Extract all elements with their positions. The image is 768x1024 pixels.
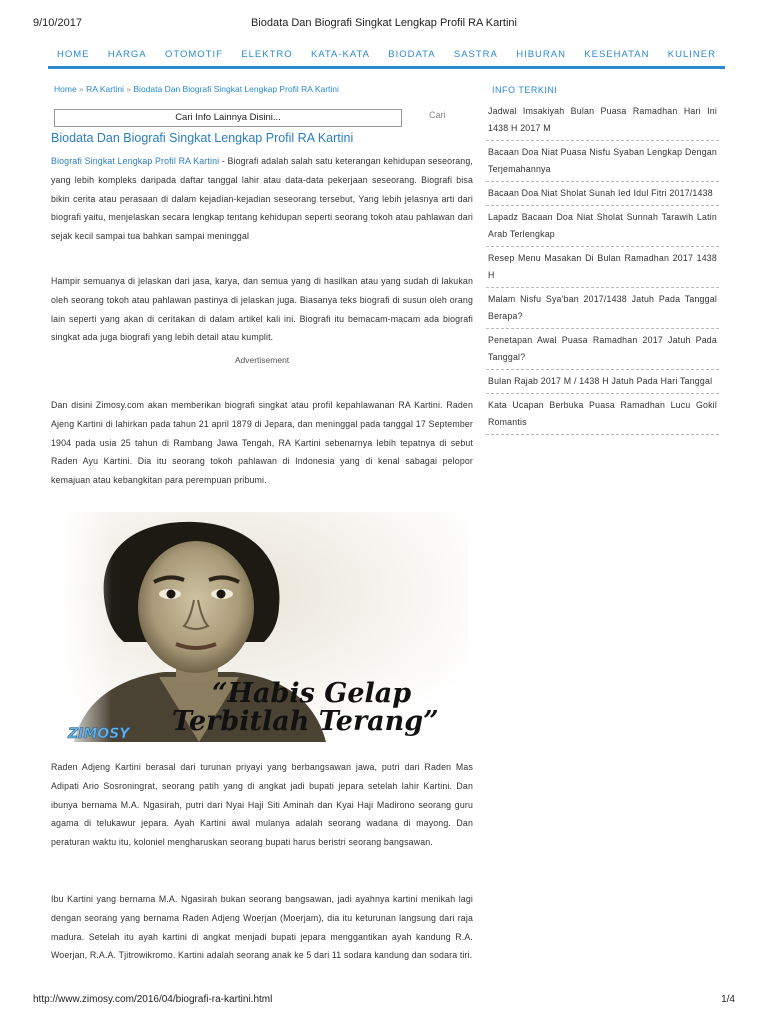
nav-biodata[interactable]: BIODATA [388,48,436,60]
sidebar-news-link[interactable]: Bulan Rajab 2017 M / 1438 H Jatuh Pada Hari Tanggal [486,370,719,394]
breadcrumb-separator: » [123,84,134,94]
article-paragraph: Dan disini Zimosy.com akan memberikan biografi singkat atau profil kepahlawanan RA Kartini. Raden Ajeng Kartini di lahirkan pada tahun 21 april 1879 di Jepara, dan meninggal pada tanggal 17 September 1904 pada usia 25 tahun di Rambang Jawa Tengah, RA Kartini sebenarnya lebih tepatnya di sebut Raden Ayu Kartini. Dia itu seorang tokoh pahlawan di Indonesia yang di kenal sabagai pelopor kemajuan atau kebangkitan para perempuan pribumi. [51,400,473,486]
sidebar-title: INFO TERKINI [492,85,558,95]
sidebar-news-link[interactable]: Penetapan Awal Puasa Ramadhan 2017 Jatuh Pada Tanggal? [486,329,719,370]
nav-harga[interactable]: HARGA [107,48,147,60]
breadcrumb-current[interactable]: Biodata Dan Biografi Singkat Lengkap Profil RA Kartini [133,84,339,94]
advertisement-label: Advertisement [234,355,290,365]
portrait-illustration [64,512,468,742]
breadcrumb-category[interactable]: RA Kartini [86,84,124,94]
print-page-number: 1/4 [721,994,735,1005]
image-quote-line-2: Terbitlah Terang” [172,706,439,737]
nav-kuliner[interactable]: KULINER [667,48,716,60]
article-paragraph [51,152,473,246]
nav-hiburan[interactable]: HIBURAN [516,48,566,60]
article-paragraph-text: - Biografi adalah salah satu keterangan kehidupan seseorang, yang lebih kompleks daripada daftar tanggal lahir atau data-data pekerjaan seseorang. Biografi bisa bikin cerita atau perasaan di dalam kejadian-kejadian seseorang tersebut, Yang lebih jelasnya arti dari biografi yaitu, menjelaskan secara lengkap tentang kehidupan seperti seorang tokoh atau pahlawan dari sejak kecil sampai tua bahkan sampai meninggal [51,156,473,242]
main-nav [48,42,725,69]
nav-kata-kata[interactable]: KATA-KATA [310,48,370,60]
sidebar-news-link[interactable]: Bacaan Doa Niat Puasa Nisfu Syaban Lengkap Dengan Terjemahannya [486,141,719,182]
print-page-title: Biodata Dan Biografi Singkat Lengkap Profil RA Kartini [251,17,517,29]
breadcrumb-separator: » [76,84,87,94]
sidebar-news-link[interactable]: Jadwal Imsakiyah Bulan Puasa Ramadhan Hari Ini 1438 H 2017 M [486,100,719,141]
article-title: Biodata Dan Biografi Singkat Lengkap Profil RA Kartini [51,131,354,145]
sidebar-news-link[interactable]: Lapadz Bacaan Doa Niat Sholat Sunnah Tarawih Latin Arab Terlengkap [486,206,719,247]
breadcrumb [54,84,339,94]
nav-sastra[interactable]: SASTRA [453,48,498,60]
print-url: http://www.zimosy.com/2016/04/biografi-ra-kartini.html [33,994,273,1005]
image-watermark: ZIMOSY [68,726,130,742]
article-paragraph: Raden Adjeng Kartini berasal dari turunan priyayi yang berbangsawan jawa, putri dari Raden Mas Adipati Ario Sosroningrat, seorang patih yang di angkat jadi bupati jepara setelah lahir Kartini. Dan ibunya bernama M.A. Ngasirah, putri dari Nyai Haji Siti Aminah dan Kyai Haji Madirono seorang guru agama di telukawur jepara. Ayah Kartini awal mulanya adalah seorang wadana di mayong. Dan peraturan waktu itu, koloniel mengharuskan seorang bupati harus beristri seorang bangsawan. [51,762,473,848]
sidebar-news-link[interactable]: Bacaan Doa Niat Sholat Sunah Ied Idul Fitri 2017/1438 [486,182,719,206]
article-lead-link[interactable]: Biografi Singkat Lengkap Profil RA Kartini [51,156,220,166]
article-paragraph: Ibu Kartini yang bernama M.A. Ngasirah bukan seorang bangsawan, jadi ayahnya kartini menikah lagi dengan seorang yang bernama Raden Adjeng Woerjan (Moerjam), dia itu keturunan langsung dari raja madura. Setelah itu ayah kartini di angkat menjadi bupati jepara menggantikan ayah kandung R.A. Woerjan, R.A.A. Tjitrowikromo. Kartini adalah seorang anak ke 5 dari 11 sodara kandung dan sodara tiri. [51,894,473,961]
sidebar-news-link[interactable]: Resep Menu Masakan Di Bulan Ramadhan 2017 1438 H [486,247,719,288]
article-paragraph: Hampir semuanya di jelaskan dari jasa, karya, dan semua yang di hasilkan atau yang sudah di lakukan oleh seorang tokoh atau pahlawan pastinya di jelaskan juga. Biasanya teks biografi di susun oleh orang lain seperti yang akan di ceritakan di dalam artikel kali ini. Biografi itu bemacam-macam ada biografi singkat ada juga biografi yang lebih detail atau kumplit. [51,276,473,343]
image-quote-line-1: “Habis Gelap [212,678,412,709]
kartini-portrait-image [64,512,468,742]
search-button[interactable]: Cari [429,110,446,120]
search-input[interactable]: Cari Info Lainnya Disini... [54,109,402,127]
nav-otomotif[interactable]: OTOMOTIF [164,48,223,60]
sidebar-news-link[interactable]: Kata Ucapan Berbuka Puasa Ramadhan Lucu Gokil Romantis [486,394,719,435]
nav-elektro[interactable]: ELEKTRO [241,48,293,60]
nav-kesehatan[interactable]: KESEHATAN [584,48,650,60]
sidebar-news-link[interactable]: Malam Nisfu Sya'ban 2017/1438 Jatuh Pada Tanggal Berapa? [486,288,719,329]
breadcrumb-home[interactable]: Home [54,84,77,94]
sidebar-news-list [486,100,719,435]
print-date: 9/10/2017 [33,17,82,29]
nav-home[interactable]: HOME [57,48,90,60]
